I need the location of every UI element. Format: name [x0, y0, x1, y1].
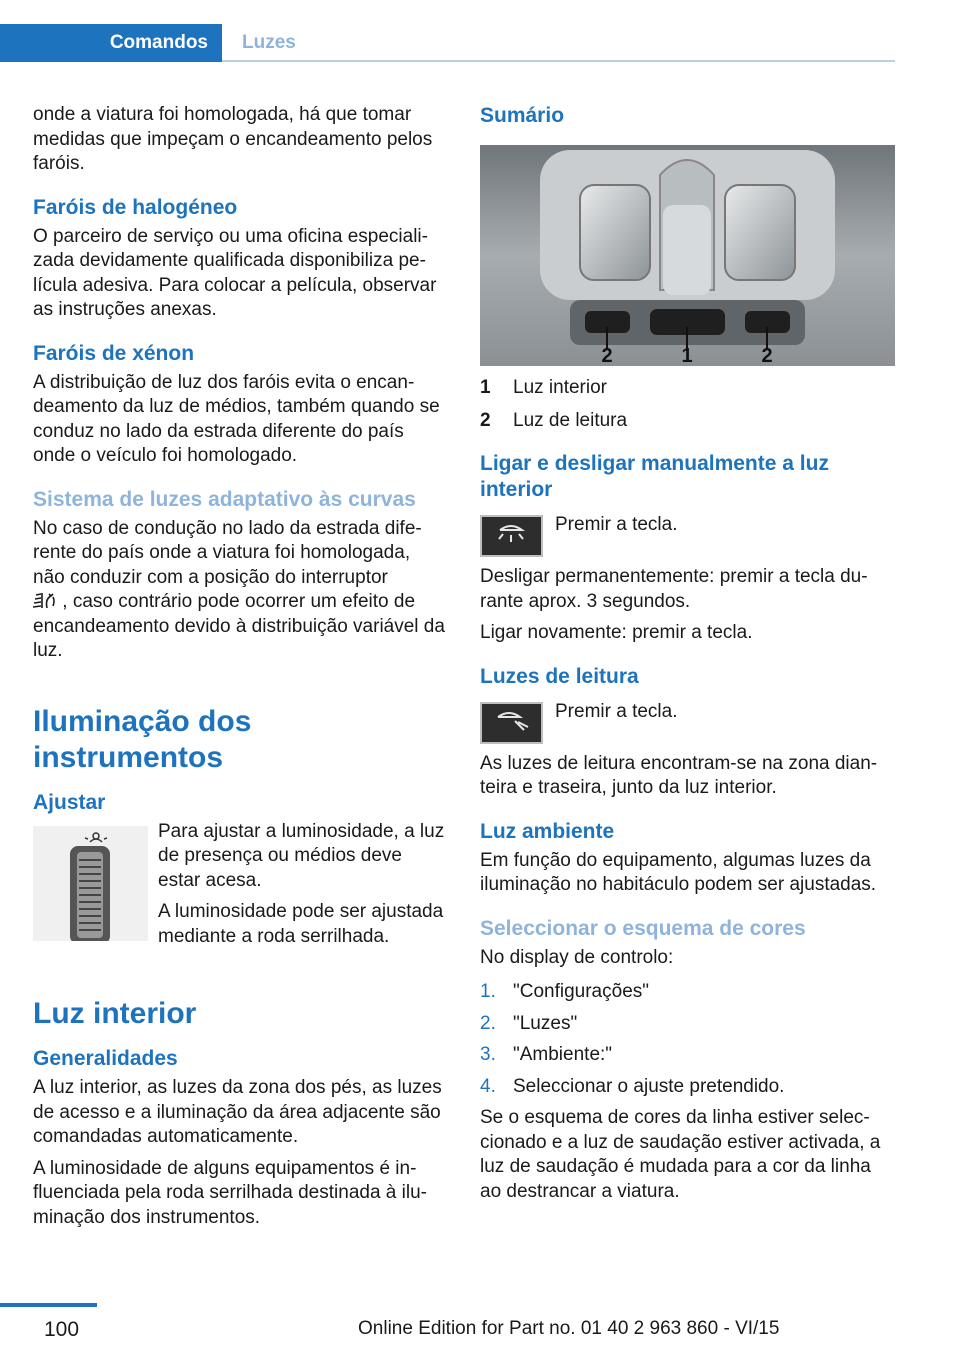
footer-divider	[0, 1303, 97, 1307]
photo-label-left: 2	[601, 345, 613, 366]
step-number: 1.	[480, 981, 496, 1002]
header-divider	[222, 60, 895, 62]
general-paragraph-2: A luminosidade de alguns equipamentos é influenciada pela roda serrilhada destinada à iluminação dos instrumentos.	[33, 1157, 427, 1228]
legend-item	[480, 376, 895, 401]
halogen-paragraph: O parceiro de serviço ou uma oficina especializada devidamente qualificada disponibiliza película adesiva. Para colocar a película, observar as instruções anexas.	[33, 225, 437, 320]
list-item	[480, 980, 895, 1005]
color-scheme-intro: No display de controlo:	[480, 946, 674, 968]
halogen-heading: Faróis de halogéneo	[33, 195, 238, 219]
tab-luzes[interactable]: Luzes	[242, 32, 296, 53]
photo-label-center: 1	[681, 345, 693, 366]
reading-paragraph: As luzes de leitura encontram-se na zona dianteira e traseira, junto da luz interior.	[480, 752, 878, 798]
adaptive-text-a: No caso de condução no lado da estrada diferente do país onde a viatura foi homologada, não conduzir com a posição do interruptor	[33, 517, 422, 588]
step-text: "Ambiente:"	[513, 1044, 613, 1065]
adjust-heading: Ajustar	[33, 790, 106, 814]
color-scheme-paragraph: Se o esquema de cores da linha estiver seleccionado e a luz de saudação estiver activada, a luz de saudação é mudada para a cor da linha ao destrancar a viatura.	[480, 1107, 881, 1202]
adaptive-headlight-icon	[33, 591, 57, 611]
interior-light-button-icon	[480, 515, 543, 557]
manual-paragraph-2: Ligar novamente: premir a tecla.	[480, 622, 753, 643]
intro-paragraph: onde a viatura foi homologada, há que tomar medidas que impeçam o encandeamento pelos faróis.	[33, 104, 433, 174]
adaptive-text-b: , caso contrário pode ocorrer um efeito de encandeamento devido à distribuição variável da luz.	[33, 591, 445, 661]
ambient-heading: Luz ambiente	[480, 819, 615, 843]
color-scheme-heading: Seleccionar o esquema de cores	[480, 916, 806, 940]
list-item	[480, 1075, 895, 1100]
step-text: "Configurações"	[513, 981, 650, 1002]
adaptive-paragraph	[33, 517, 446, 664]
thumbwheel-illustration	[33, 826, 148, 941]
xenon-paragraph: A distribuição de luz dos faróis evita o encandeamento da luz de médios, também quando se conduz no lado da estrada diferente do país onde o veículo foi homologado.	[33, 371, 440, 466]
right-column	[480, 103, 895, 1211]
reading-light-button-icon	[480, 702, 543, 744]
general-paragraph-1: A luz interior, as luzes da zona dos pés, as luzes de acesso e a iluminação da área adjacente são comandadas automaticamente.	[33, 1077, 442, 1147]
adjust-paragraph-2: A luminosidade pode ser ajustada mediante a roda serrilhada.	[158, 901, 444, 947]
edition-text: Online Edition for Part no. 01 40 2 963 860 - VI/15	[358, 1318, 780, 1339]
summary-heading: Sumário	[480, 104, 565, 127]
step-number: 2.	[480, 1012, 496, 1034]
list-item	[480, 1012, 895, 1037]
list-item	[480, 1043, 895, 1068]
interior-heading: Luz interior	[33, 997, 197, 1030]
legend-number: 2	[480, 409, 491, 431]
xenon-heading: Faróis de xénon	[33, 341, 195, 365]
legend-number: 1	[480, 377, 491, 398]
manual-heading: Ligar e desligar manualmente a luz interior	[480, 452, 829, 501]
manual-press-text: Premir a tecla.	[555, 514, 678, 535]
instruments-heading: Iluminação dos instrumentos	[33, 704, 252, 774]
step-number: 4.	[480, 1075, 496, 1097]
page-header	[0, 0, 960, 62]
general-heading: Generalidades	[33, 1047, 178, 1070]
reading-heading: Luzes de leitura	[480, 664, 639, 688]
page-number: 100	[44, 1318, 80, 1341]
legend-text: Luz de leitura	[513, 409, 628, 431]
legend-text: Luz interior	[513, 377, 607, 398]
left-column	[33, 103, 446, 1237]
step-text: "Luzes"	[513, 1012, 578, 1034]
adaptive-heading: Sistema de luzes adaptativo às curvas	[33, 487, 416, 511]
adjust-paragraph-1: Para ajustar a luminosidade, a luz de presença ou médios deve estar acesa.	[158, 820, 445, 891]
interior-light-console-photo	[480, 145, 895, 366]
ambient-paragraph: Em função do equipamento, algumas luzes da iluminação no habitáculo podem ser ajustadas.	[480, 849, 877, 895]
step-number: 3.	[480, 1044, 496, 1065]
legend-item	[480, 409, 895, 434]
steps-list	[480, 980, 895, 1099]
manual-paragraph-1: Desligar permanentemente: premir a tecla durante aprox. 3 segundos.	[480, 566, 868, 612]
step-text: Seleccionar o ajuste pretendido.	[513, 1075, 785, 1097]
reading-press-text: Premir a tecla.	[555, 700, 678, 722]
photo-label-right: 2	[761, 345, 773, 366]
tab-comandos[interactable]: Comandos	[0, 24, 222, 62]
